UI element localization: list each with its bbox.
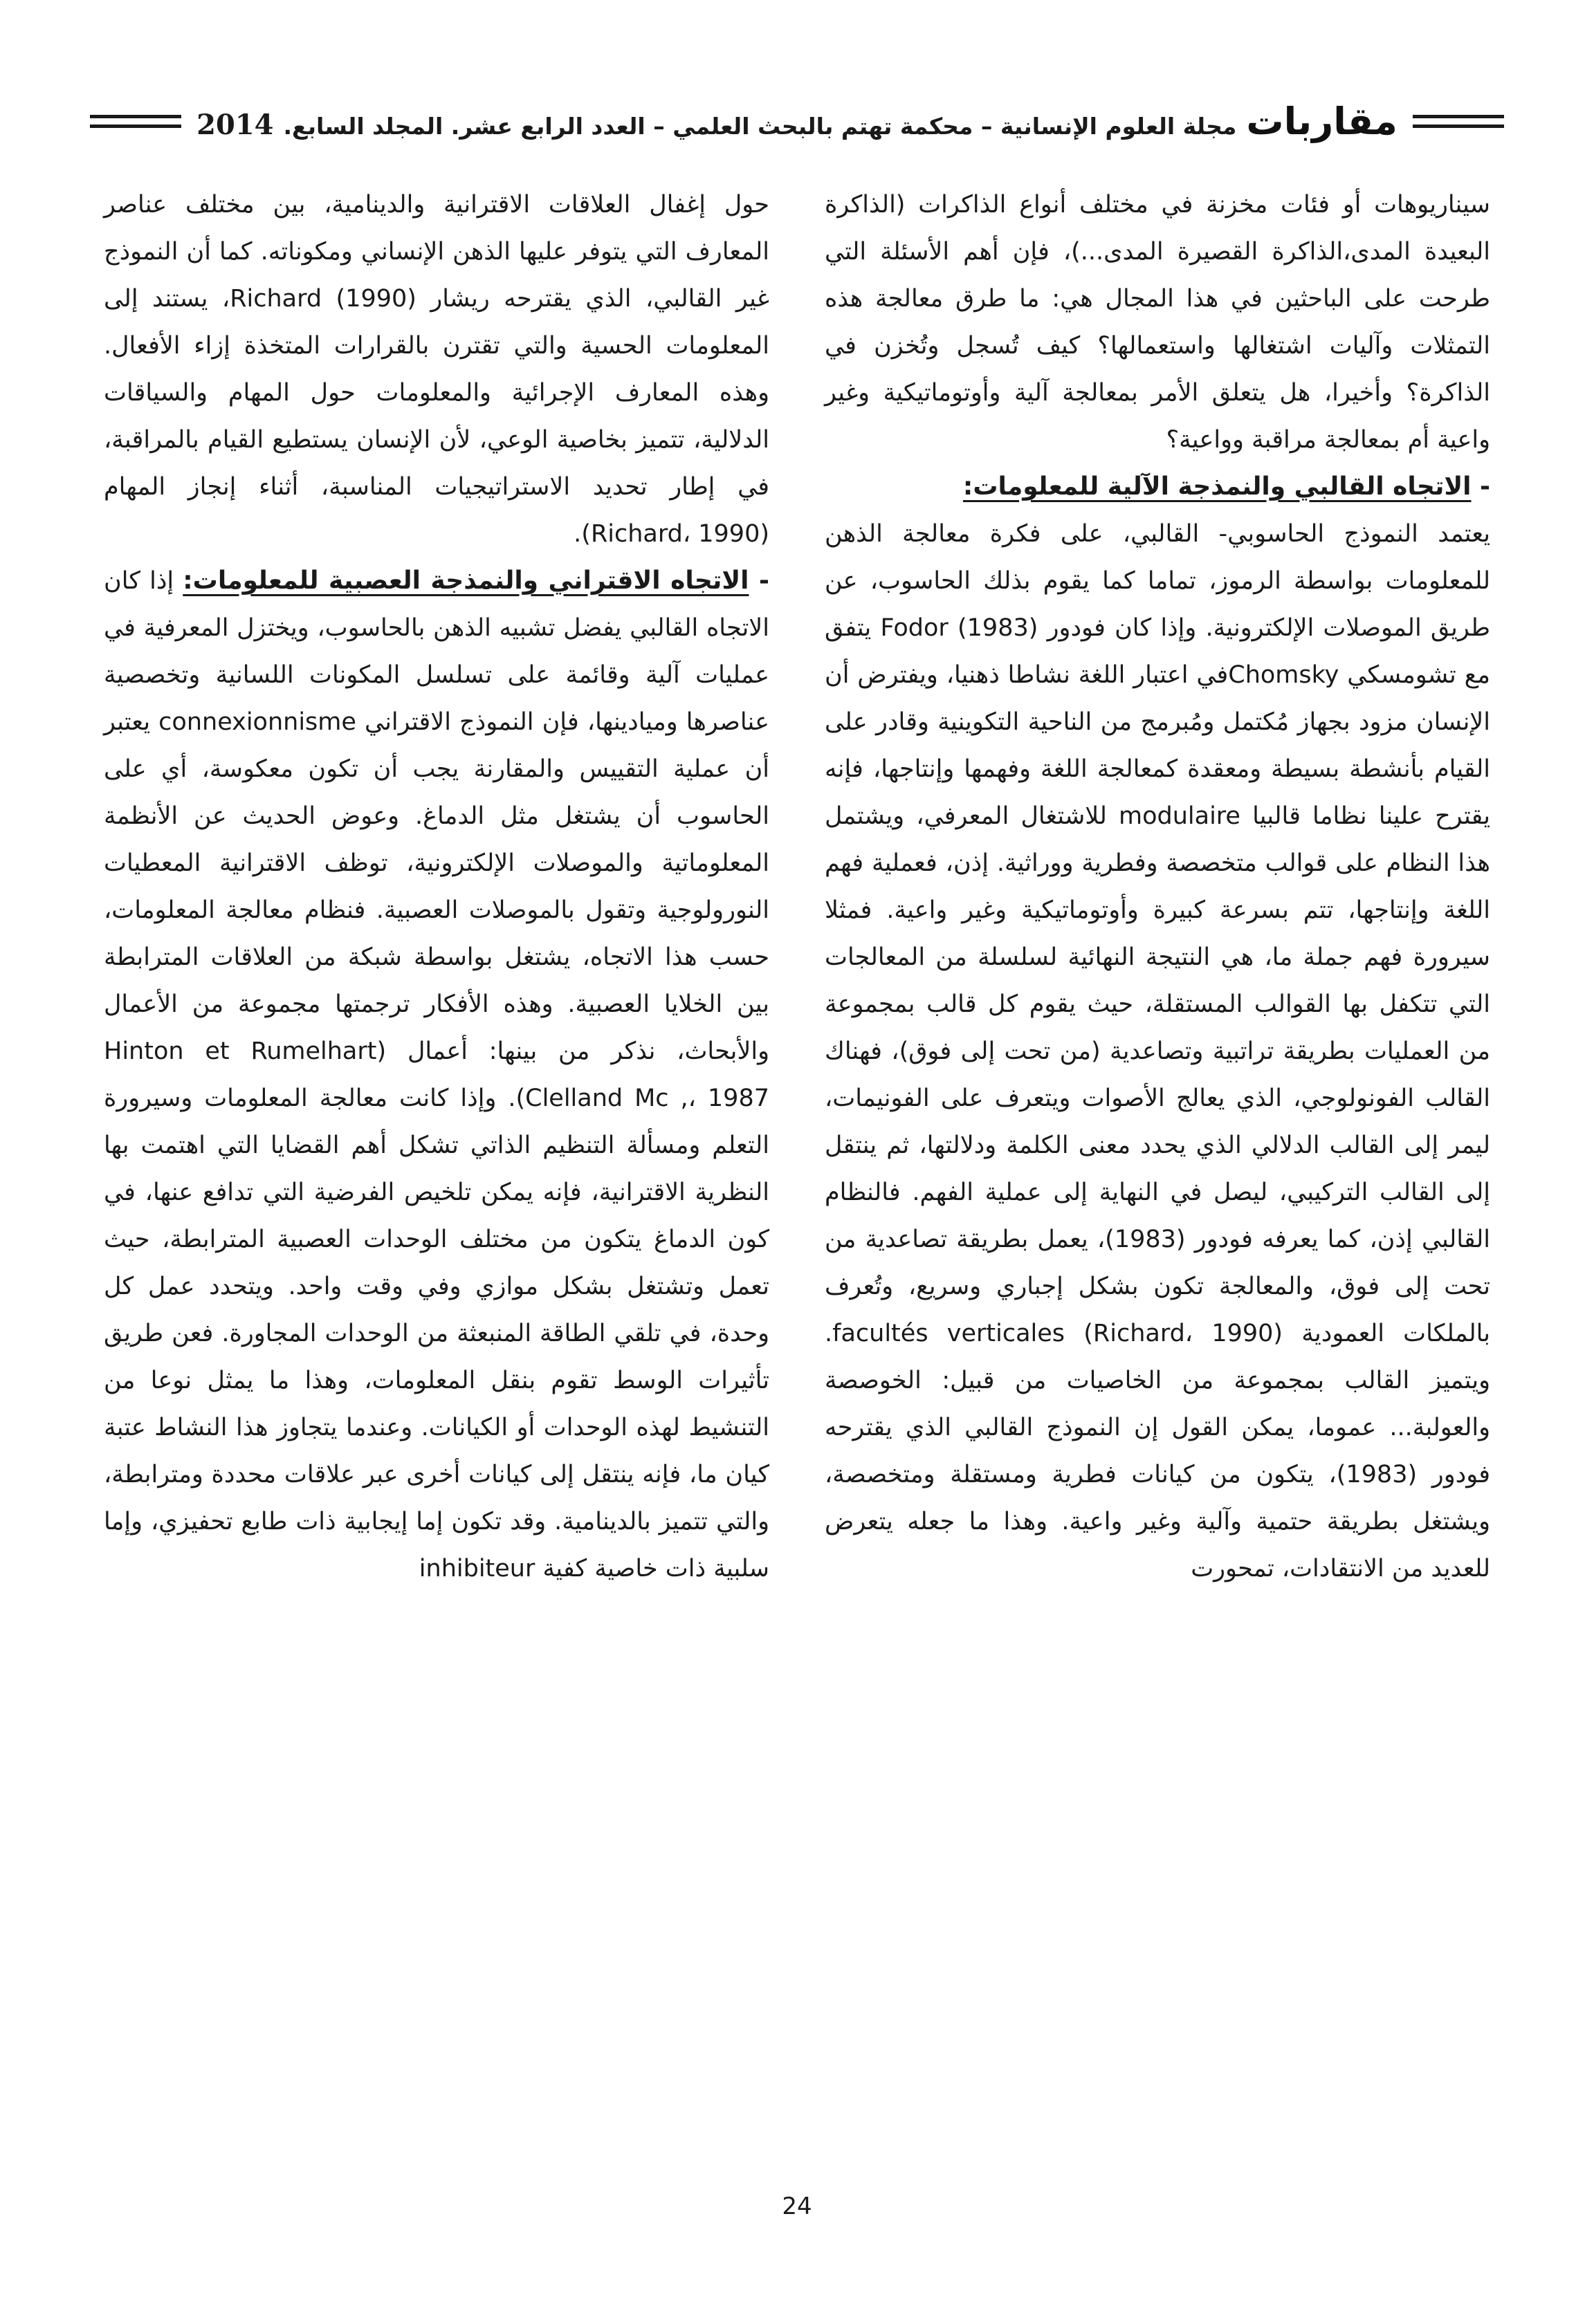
header-text [181, 100, 1413, 143]
header-rule-right [1413, 115, 1504, 128]
paragraph: حول إغفال العلاقات الاقترانية والدينامية، بين مختلف عناصر المعارف التي يتوفر عليها الذهن الإنساني ومكوناته. كما أن النموذج غير القالبي، الذي يقترحه ريشار Richard (1990)، يستند إلى المعلومات الحسية والتي تقترن بالقرارات المتخذة إزاء الأفعال. وهذه المعارف الإجرائية والمعلومات حول المهام والسياقات الدلالية، تتميز بخاصية الوعي، لأن الإنسان يستطيع القيام بالمراقبة، في إطار تحديد الاستراتيجيات المناسبة، أثناء إنجاز المهام (Richard، 1990). [104, 191, 770, 548]
journal-year: 2014 [196, 108, 274, 141]
section-heading [183, 566, 769, 595]
section-block [104, 557, 769, 1592]
running-header [90, 97, 1504, 145]
paragraph: إذا كان الاتجاه القالبي يفضل تشبيه الذهن بالحاسوب، ويختزل المعرفية في عمليات آلية وقائمة على تسلسل المكونات اللسانية وتخصصية عناصرها وميادينها، فإن النموذج الاقتراني connexionnisme يعتبر أن عملية التقييس والمقارنة يجب أن تكون معكوسة، أي على الحاسوب أن يشتغل مثل الدماغ. وعوض الحديث عن الأنظمة المعلوماتية والموصلات الإلكترونية، توظف الاقترانية المعطيات النورولوجية وتقول بالموصلات العصبية. فنظام معالجة المعلومات، حسب هذا الاتجاه، يشتغل بواسطة شبكة من العلاقات المترابطة بين الخلايا العصبية. وهذه الأفكار ترجمتها مجموعة من الأعمال والأبحاث، نذكر من بينها: أعمال (Hinton et Rumelhart Clelland Mc ,، 1987). وإذا كانت معالجة المعلومات وسيرورة التعلم ومسألة التنظيم الذاتي تشكل أهم القضايا التي اهتمت بها النظرية الاقترانية، فإنه يمكن تلخيص الفرضية التي تدافع عنها، في كون الدماغ يتكون من مختلف الوحدات العصبية المترابطة، حيث تعمل وتشتغل بشكل موازي وفي وقت واحد. ويتحدد عمل كل وحدة، في تلقي الطاقة المنبعثة من الوحدات المجاورة. فعن طريق تأثيرات الوسط تقوم بنقل المعلومات، وهذا ما يمثل نوعا من التنشيط لهذه الوحدات أو الكيانات. وعندما يتجاوز هذا النشاط عتبة كيان ما، فإنه ينتقل إلى كيانات أخرى عبر علاقات محددة ومترابطة، والتي تتميز بالدينامية. وقد تكون إما إيجابية ذات طابع تحفيزي، وإما سلبية ذات خاصية كفية inhibiteur [104, 567, 770, 1583]
heading-dash: - [1480, 472, 1490, 501]
paragraph: يعتمد النموذج الحاسوبي- القالبي، على فكرة معالجة الذهن للمعلومات بواسطة الرموز، تماما كما يقوم بذلك الحاسوب، عن طريق الموصلات الإلكترونية. وإذا كان فودور Fodor (1983) يتفق مع تشومسكي Chomskyفي اعتبار اللغة نشاطا ذهنيا، ويفترض أن الإنسان مزود بجهاز مُكتمل ومُبرمج من الناحية التكوينية وقادر على القيام بأنشطة بسيطة ومعقدة كمعالجة اللغة وفهمها وإنتاجها، فإنه يقترح علينا نظاما قالبيا modulaire للاشتغال المعرفي، ويشتمل هذا النظام على قوالب متخصصة وفطرية ووراثية. إذن، فعملية فهم اللغة وإنتاجها، تتم بسرعة كبيرة وأوتوماتيكية وغير واعية. فمثلا سيرورة فهم جملة ما، هي النتيجة النهائية لسلسلة من المعالجات التي تتكفل بها القوالب المستقلة، حيث يقوم كل قالب بمجموعة من العمليات بطريقة تراتبية وتصاعدية (من تحت إلى فوق)، فهناك القالب الفونولوجي، الذي يعالج الأصوات ويتعرف على الفونيمات، ليمر إلى القالب الدلالي الذي يحدد معنى الكلمة ودلالتها، ثم ينتقل إلى القالب التركيبي، ليصل في النهاية إلى عملية الفهم. فالنظام القالبي إذن، كما يعرفه فودور (1983)، يعمل بطريقة تصاعدية من تحت إلى فوق، والمعالجة تكون بشكل إجباري وسريع، وتُعرف بالملكات العمودية facultés verticales (Richard، 1990). ويتميز القالب بمجموعة من الخاصيات من قبيل: الخوصصة والعولبة... عموما، يمكن القول إن النموذج القالبي الذي يقترحه فودور (1983)، يتكون من كيانات فطرية ومستقلة ومتخصصة، ويشتغل بطريقة حتمية وآلية وغير واعية. وهذا ما جعله يتعرض للعديد من الانتقادات، تمحورت [825, 520, 1491, 1583]
heading-title: الاتجاه القالبي والنمذجة الآلية للمعلومات: [962, 472, 1472, 501]
column-right [825, 181, 1490, 1592]
journal-line: مجلة العلوم الإنسانية – محكمة تهتم بالبحث العلمي – العدد الرابع عشر. المجلد السابع. [283, 112, 1237, 140]
page-number: 24 [782, 2193, 812, 2220]
journal-brand: مقاربات [1246, 99, 1398, 143]
heading-dash: - [759, 566, 769, 595]
header-rule-left [90, 115, 181, 128]
heading-title: الاتجاه الاقتراني والنمذجة العصبية للمعلومات: [183, 566, 749, 595]
article-columns [104, 181, 1490, 1592]
column-left [104, 181, 769, 1592]
section-heading [825, 463, 1490, 510]
paragraph: سيناريوهات أو فئات مخزنة في مختلف أنواع الذاكرات (الذاكرة البعيدة المدى،الذاكرة القصيرة المدى...)، فإن أهم الأسئلة التي طرحت على الباحثين في هذا المجال هي: ما طرق معالجة هذه التمثلات وآليات اشتغالها واستعمالها؟ كيف تُسجل وتُخزن في الذاكرة؟ وأخيرا، هل يتعلق الأمر بمعالجة آلية وأوتوماتيكية وغير واعية أم بمعالجة مراقبة وواعية؟ [825, 191, 1490, 454]
